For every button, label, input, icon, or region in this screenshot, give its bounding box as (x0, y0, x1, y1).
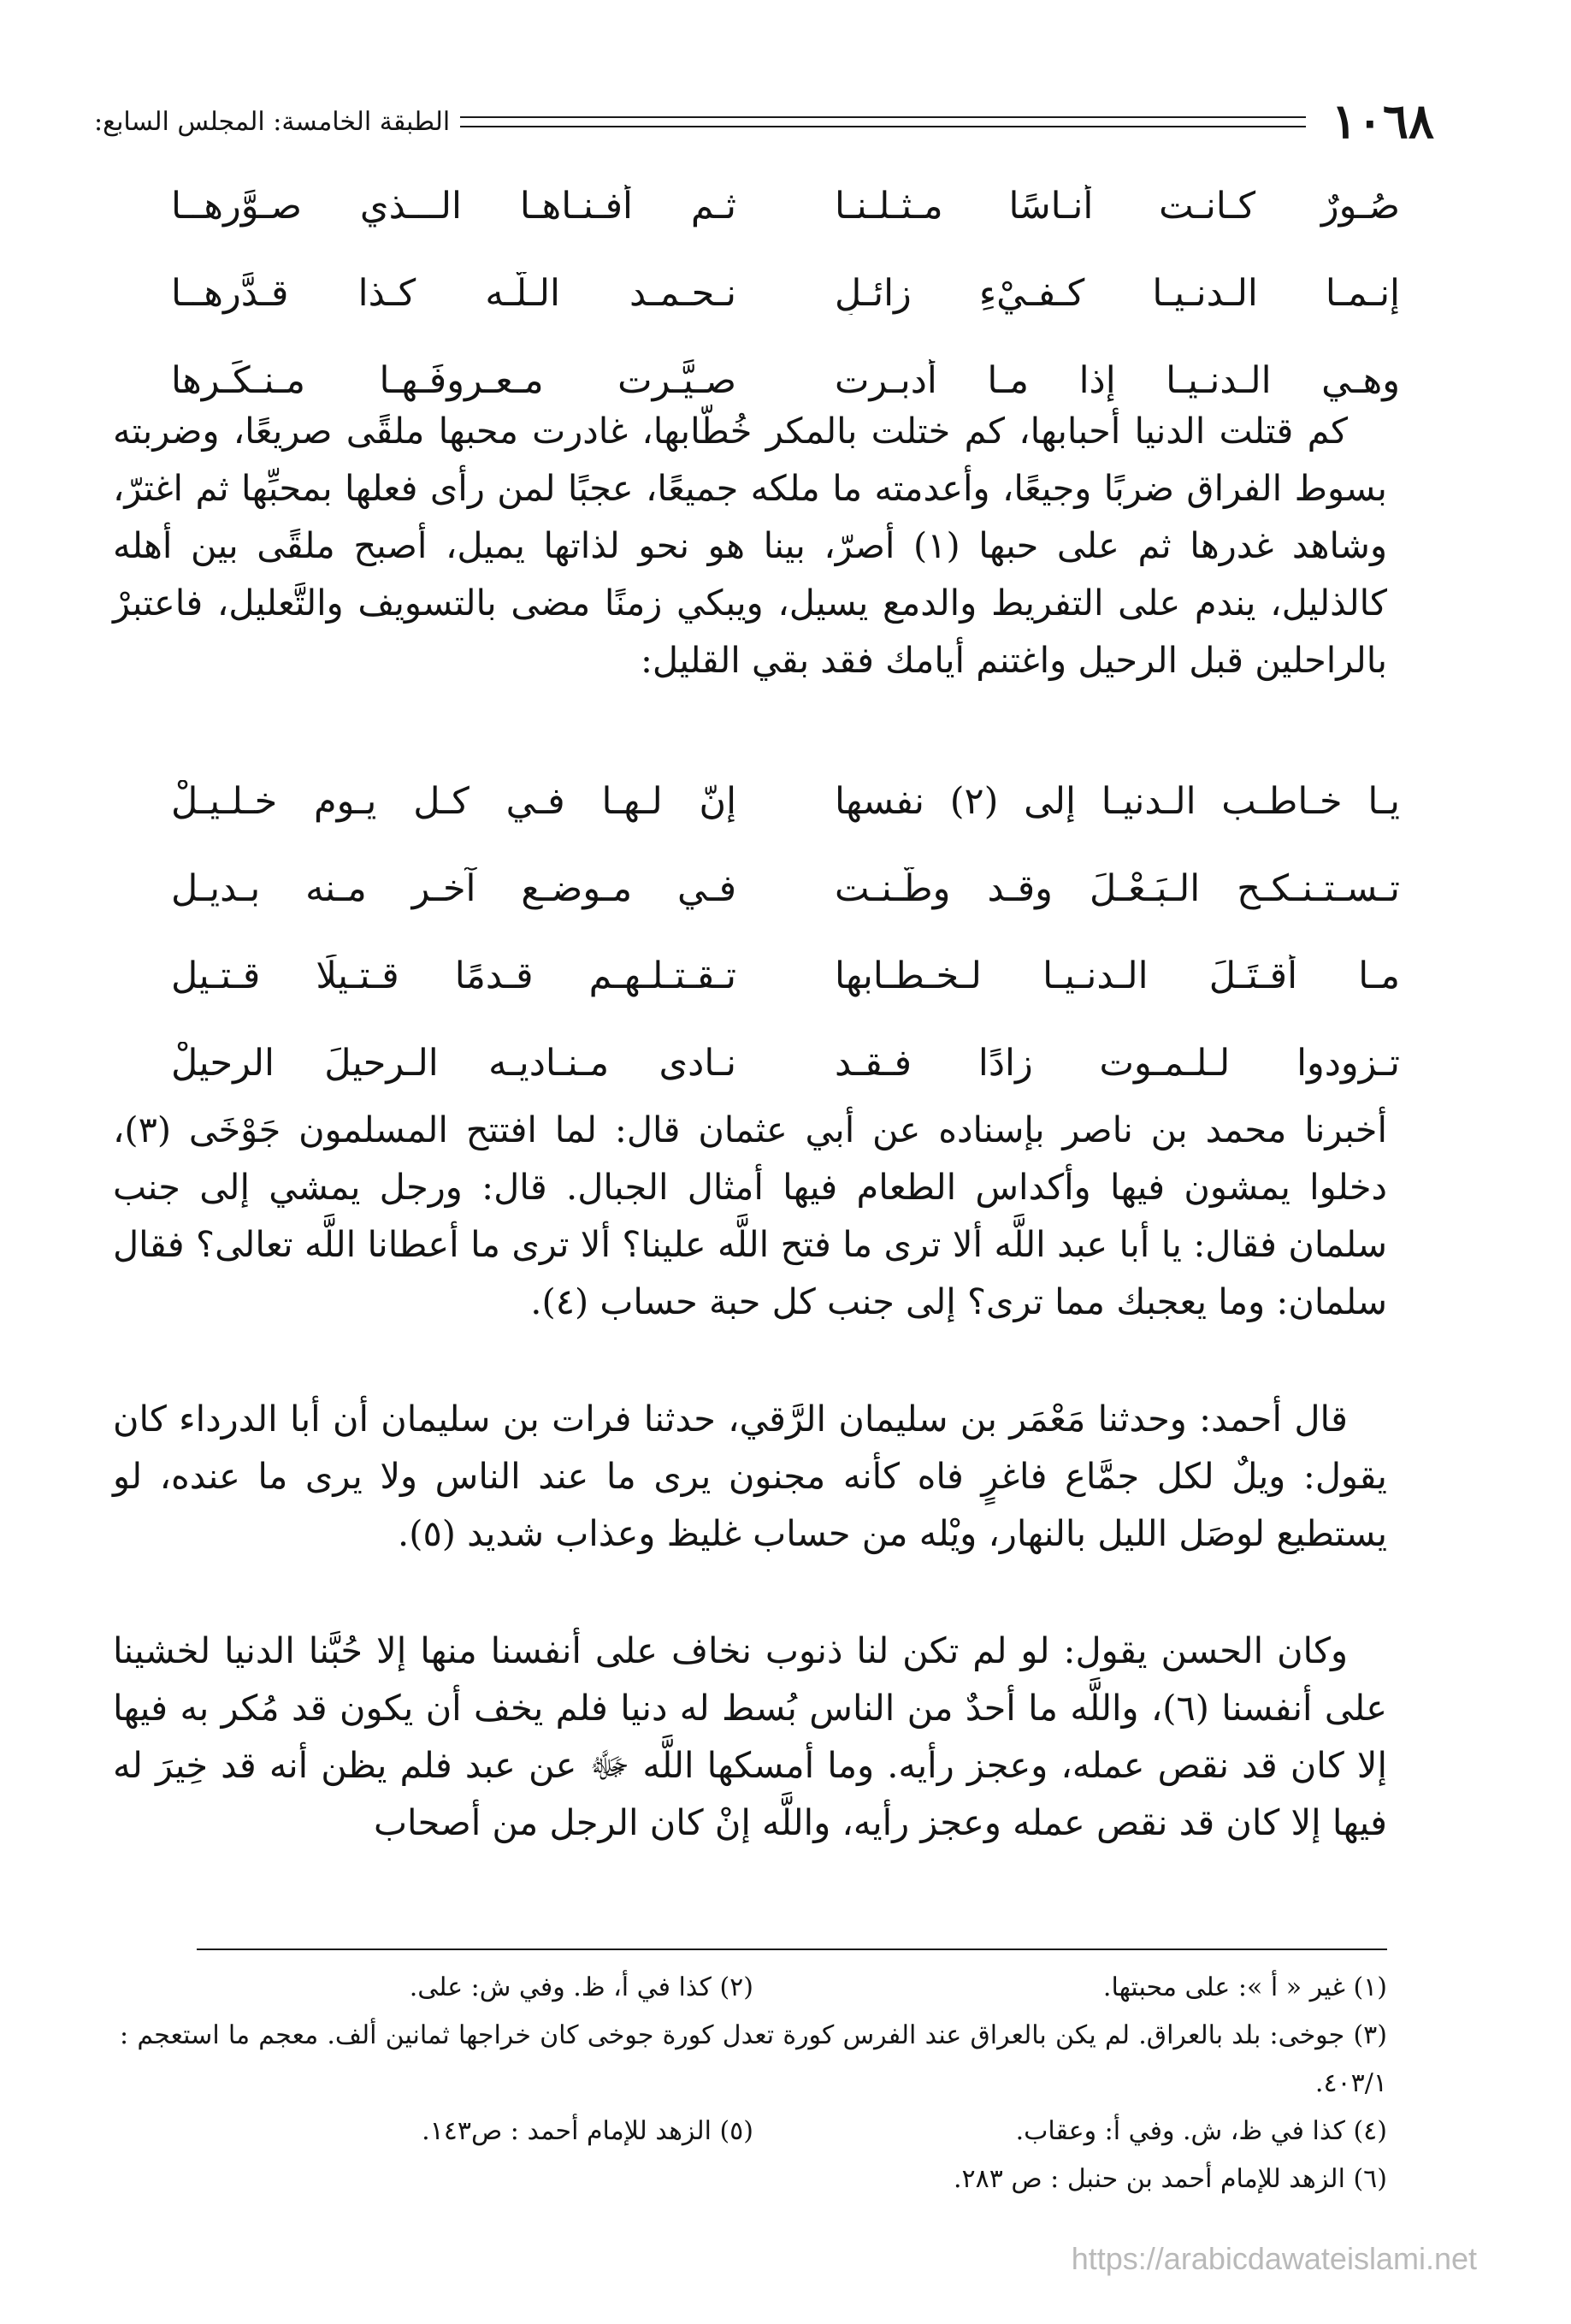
verse (171, 1020, 1400, 1107)
header-double-rule (460, 116, 1306, 127)
footnote-row (120, 1964, 1387, 2012)
verse (171, 758, 1400, 845)
paragraph-4 (113, 1622, 1387, 1851)
page-number: ١٠٦٨ (1331, 93, 1434, 150)
paragraph-2: أخبرنا محمد بن ناصر بإسناده عن أبي عثمان قال: لما افتتح المسلمون جَوْخَى (٣)، دخلوا يمشون فيها وأكداس الطعام فيها أمثال الجبال. قال: ورجل يمشي إلى جنب سلمان فقال: يا أبا عبد اللَّه ألا ترى ما فتح اللَّه علينا؟ ألا ترى ما أعطانا اللَّه تعالى؟ فقال سلمان: وما يعجبك مما ترى؟ إلى جنب كل حبة حساب (٤). (113, 1109, 1387, 1322)
footnote-6: (٦) الزهد للإمام أحمد بن حنبل : ص ٢٨٣. (953, 2164, 1387, 2194)
verse-first-hemistich: تـزودوا لـلـمـوت زادًا فـقـد (834, 1042, 1400, 1085)
poem-block-2 (171, 758, 1400, 1107)
paragraph-3-text: قال أحمد: وحدثنا مَعْمَر بن سليمان الرَّقي، حدثنا فرات بن سليمان أن أبا الدرداء كان يقول: ويلٌ لكل جمَّاع فاغرٍ فاه كأنه مجنون يرى ما عند الناس ولا يرى ما عنده، لو يستطيع لوصَل الليل بالنهار، ويْله من حساب غليظ وعذاب شديد (٥). (113, 1398, 1387, 1554)
verse-first-hemistich: تـسـتـنـكـح الـبَـعْـلَ وقـد وطَّـنـت (834, 867, 1400, 910)
verse-first-hemistich: يـا خـاطـب الـدنيـا إلى (٢) نفسها (834, 780, 1400, 823)
verse-second-hemistich: ثـم أفـنـاهـا الـــذي صـوَّرهــا (171, 185, 737, 228)
verse-first-hemistich: إنـمـا الـدنـيـا كـفـيْءِ زائـلٍ (834, 272, 1400, 315)
verse-second-hemistich: إنّ لـهـا فـي كـل يـوم خـلـيـلْ (171, 780, 737, 823)
footnote-5: (٥) الزهد للإمام أحمد : ص١٤٣. (422, 2116, 753, 2146)
verse-second-hemistich: تـقـتـلـهـم قـدمًا قـتـيلًا قـتـيل (171, 955, 737, 997)
footnotes (120, 1964, 1387, 2203)
verse-first-hemistich: مـا أقـتَـلَ الـدنـيـا لـخـطـابها (834, 955, 1400, 997)
footnote-2: (٢) كذا في أ، ظ. وفي ش: على. (409, 1972, 753, 2002)
verse-first-hemistich: صُـورٌ كـانـت أنـاسًا مـثـلـنـا (834, 185, 1400, 228)
paragraph-4-text: وكان الحسن يقول: لو لم تكن لنا ذنوب نخاف على أنفسنا منها إلا حُبَّنا الدنيا لخشينا على أنفسنا (٦)، واللَّه ما أحدٌ من الناس بُسط له دنيا فلم يخف أن يكون قد مُكر به فيها إلا كان قد نقص عمله، وعجز رأيه. وما أمسكها اللَّه ﷻ عن عبد فلم يظن أنه قد خِيرَ له فيها إلا كان قد نقص عمله وعجز رأيه، واللَّه إنْ كان الرجل من أصحاب (113, 1629, 1387, 1843)
verse (171, 932, 1400, 1020)
verse (171, 163, 1400, 250)
poem-block-1 (171, 163, 1400, 424)
footnote-4: (٤) كذا في ظ، ش. وفي أ: وعقاب. (1015, 2116, 1387, 2146)
paragraph-1-text: كم قتلت الدنيا أحبابها، كم ختلت بالمكر خُطّابها، غادرت محبها ملقًى صريعًا، وضربته بسوط الفراق ضربًا وجيعًا، وأعدمته ما ملكه جميعًا، عجبًا لمن رأى فعلها بمحبِّها ثم اغترّ، وشاهد غدرها ثم على حبها (١) أصرّ، بينا هو نحو لذاتها يميل، أصبح ملقًى بين أهله كالذليل، يندم على التفريط والدمع يسيل، ويبكي زمنًا مضى بالتسويف والتَّعليل، فاعتبرْ بالراحلين قبل الرحيل واغتنم أيامك فقد بقي القليل: (113, 410, 1387, 681)
verse (171, 250, 1400, 337)
running-title: الطبقة الخامسة: المجلس السابع: (94, 106, 451, 137)
footnote-3: (٣) جوخى: بلد بالعراق. لم يكن بالعراق عند الفرس كورة تعدل كورة جوخى كان خراجها ثمانين ألف. معجم ما استعجم : ٤٠٣/١. (120, 2020, 1387, 2098)
verse-second-hemistich: نـحـمـد الـلَّـه كـذا قـدَّرهــا (171, 272, 737, 315)
footnote-separator (197, 1948, 1387, 1950)
paragraph-3 (113, 1390, 1387, 1562)
verse-second-hemistich: نـادى مـنـاديـه الـرحيلَ الرحيلْ (171, 1042, 737, 1085)
footnote-row (120, 2108, 1387, 2155)
footnote-1: (١) غير « أ »: على محبتها. (1102, 1972, 1387, 2002)
watermark-url: https://arabicdawateislami.net (1071, 2241, 1477, 2276)
verse-first-hemistich: وهـي الـدنـيـا إذا مـا أدبـرت (834, 359, 1400, 402)
paragraph-1 (113, 402, 1387, 689)
verse (171, 845, 1400, 932)
running-header (94, 93, 1434, 150)
verse-second-hemistich: فـي مـوضـعٍ آخـر مـنه بـديـل (171, 867, 737, 910)
verse-second-hemistich: صـيَّـرت مـعـروفَـهـا مـنـكَـرها (171, 359, 737, 402)
